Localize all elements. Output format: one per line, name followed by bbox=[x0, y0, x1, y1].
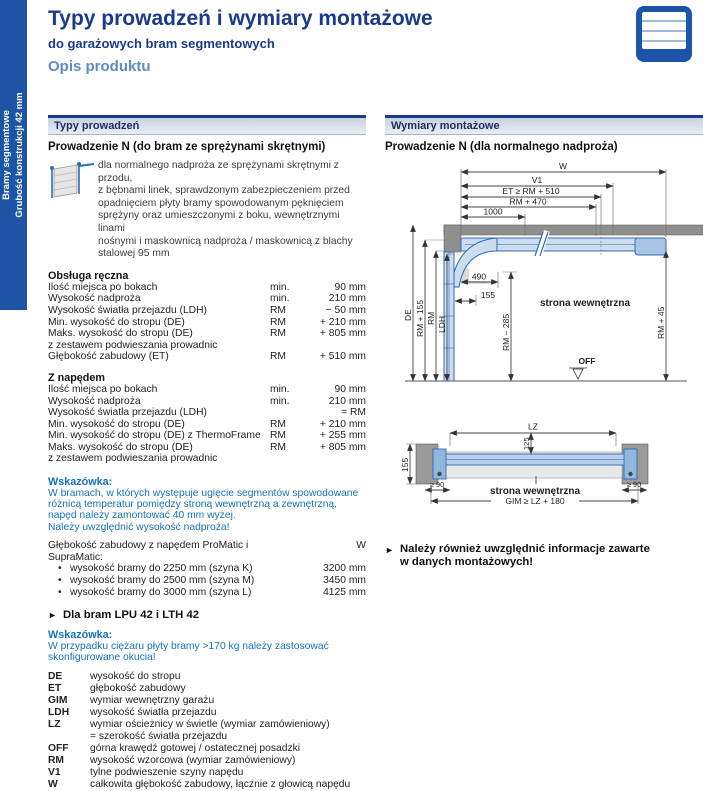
legend-row bbox=[48, 671, 366, 683]
legend-row bbox=[48, 779, 366, 791]
plan-view-diagram bbox=[385, 416, 703, 521]
dim-de: DE bbox=[403, 309, 413, 321]
row-ref: RM bbox=[270, 304, 287, 316]
row-ref: RM bbox=[270, 328, 287, 340]
legend-abbr: W bbox=[48, 779, 58, 791]
dim-90-right: ≥ 90 bbox=[626, 480, 642, 489]
bullet: • bbox=[58, 587, 62, 599]
depth-value: 3200 mm bbox=[323, 563, 366, 575]
row-value: 210 mm bbox=[328, 293, 366, 305]
intro-line: nośnymi i maskownicą nadproża / maskownicą z blachy bbox=[98, 235, 353, 247]
legend-desc: całkowita głębokość zabudowy, łącznie z głowicą napędu bbox=[90, 779, 351, 791]
dim-rm: RM bbox=[426, 311, 436, 325]
inside-label: strona wewnętrzna bbox=[539, 298, 631, 309]
table-row bbox=[48, 328, 366, 340]
triangle-bullet-icon: ► bbox=[385, 545, 394, 555]
table-row bbox=[48, 340, 366, 352]
row-ref: RM bbox=[270, 418, 287, 430]
row-ref: RM bbox=[270, 441, 287, 453]
off-datum-symbol bbox=[569, 356, 596, 379]
hint2-text bbox=[48, 641, 366, 663]
legend-abbr: ET bbox=[48, 683, 62, 695]
legend-desc: wysokość do stropu bbox=[90, 671, 181, 683]
legend-abbr: DE bbox=[48, 671, 63, 683]
legend-desc: górna krawędź gotowej / ostatecznej posadzki bbox=[90, 743, 301, 755]
hint2-title: Wskazówka: bbox=[48, 628, 113, 641]
depth-heading: Głębokość zabudowy z napędem ProMatic i SupraMatic: bbox=[48, 539, 249, 563]
row-label: Wysokość nadproża bbox=[48, 293, 141, 305]
section-header-mounting-dims: Wymiary montażowe bbox=[385, 115, 703, 135]
dim-rm285: RM − 285 bbox=[501, 313, 511, 351]
hint-line: W bramach, w których występuje ugięcie segmentów spowodowane bbox=[48, 488, 359, 500]
sectional-door-icon bbox=[636, 6, 692, 62]
sidebar-tab bbox=[0, 0, 27, 310]
legend-row bbox=[48, 719, 366, 743]
hint-line: napęd należy zamontować 40 mm wyżej. bbox=[48, 510, 236, 522]
legend-desc: tylne podwieszenie szyny napędu bbox=[90, 767, 244, 779]
row-ref bbox=[270, 453, 304, 465]
row-label: Głębokość zabudowy (ET) bbox=[48, 351, 169, 363]
door-assembly bbox=[433, 449, 637, 484]
row-ref: min. bbox=[270, 383, 290, 395]
triangle-bullet-icon: ► bbox=[48, 609, 57, 620]
mounting-data-footnote bbox=[385, 543, 703, 569]
row-label: Wysokość nadproża bbox=[48, 395, 141, 407]
intro-line: z bębnami linek, sprawdzonym zabezpieczeniem przed bbox=[98, 185, 350, 197]
legend-row bbox=[48, 755, 366, 767]
dim-gim: GIM ≥ LZ + 180 bbox=[505, 496, 565, 506]
legend-abbr: OFF bbox=[48, 743, 69, 755]
table-row bbox=[48, 305, 366, 317]
row-value bbox=[304, 340, 366, 352]
legend-abbr: LZ bbox=[48, 719, 61, 731]
table-row bbox=[48, 419, 366, 431]
dim-v1: V1 bbox=[531, 175, 543, 185]
legend-row bbox=[48, 695, 366, 707]
side-view-diagram bbox=[385, 159, 703, 402]
row-label: Min. wysokość do stropu (DE) z ThermoFrame bbox=[48, 430, 261, 442]
sidebar-line2: Grubość konstrukcji 42 mm bbox=[13, 92, 25, 218]
row-ref: min. bbox=[270, 281, 290, 293]
row-ref bbox=[270, 407, 304, 419]
row-label: Maks. wysokość do stropu (DE) bbox=[48, 441, 193, 453]
footnote-line: w danych montażowych! bbox=[400, 556, 534, 568]
off-label: OFF bbox=[578, 356, 596, 366]
row-label: Min. wysokość do stropu (DE) bbox=[48, 418, 185, 430]
row-value: + 210 mm bbox=[319, 418, 366, 430]
row-label: Ilość miejsca po bokach bbox=[48, 281, 158, 293]
section-header-track-types: Typy prowadzeń bbox=[48, 115, 366, 135]
hint-line: Należy uwzględnić wysokość nadproża! bbox=[48, 521, 230, 533]
left-column bbox=[48, 115, 366, 791]
depth-row bbox=[48, 563, 366, 575]
table-row bbox=[48, 293, 366, 305]
table-row bbox=[48, 317, 366, 329]
depth-label: wysokość bramy do 2500 mm (szyna M) bbox=[70, 575, 255, 587]
dim-125: 125 bbox=[522, 437, 531, 450]
row-value: + 510 mm bbox=[319, 351, 366, 363]
table-row bbox=[48, 442, 366, 454]
dim-155-plan: 155 bbox=[400, 457, 410, 472]
depth-value: 4125 mm bbox=[323, 587, 366, 599]
sidebar-line1: Bramy segmentowe bbox=[1, 110, 13, 200]
intro-line: dla normalnego nadproża ze sprężynami skrętnymi z przodu, bbox=[98, 160, 339, 184]
legend-desc2: = szerokość światła przejazdu bbox=[90, 731, 228, 743]
legend-desc: głębokość zabudowy bbox=[90, 683, 186, 695]
intro-line: opadnięciem płyty bramy spowodowanym pęknięciem bbox=[98, 197, 344, 209]
inside-label-plan: strona wewnętrzna bbox=[489, 486, 581, 497]
for-doors-note bbox=[48, 609, 366, 621]
legend-desc: wymiar ościeżnicy w świetle (wymiar zamówieniowy) bbox=[90, 719, 330, 731]
legend-abbr: V1 bbox=[48, 767, 61, 779]
row-ref bbox=[270, 340, 304, 352]
footnote-lines bbox=[400, 543, 703, 569]
legend-desc: wysokość światła przejazdu bbox=[90, 707, 217, 719]
manual-operation-title: Obsługa ręczna bbox=[48, 269, 129, 282]
footnote-line: Należy również uwzględnić informacje zawarte bbox=[400, 543, 650, 555]
row-label: Maks. wysokość do stropu (DE) bbox=[48, 328, 193, 340]
table-row bbox=[48, 430, 366, 442]
hint-line: skonfigurowane okucia! bbox=[48, 652, 156, 664]
legend-desc: wysokość wzorcowa (wymiar zamówieniowy) bbox=[90, 755, 296, 767]
table-row bbox=[48, 407, 366, 419]
dim-155: 155 bbox=[480, 290, 496, 300]
row-ref: min. bbox=[270, 395, 290, 407]
legend-row bbox=[48, 743, 366, 755]
row-value bbox=[304, 453, 366, 465]
legend-abbr: GIM bbox=[48, 695, 68, 707]
dim-490: 490 bbox=[471, 271, 487, 282]
legend-row bbox=[48, 707, 366, 719]
curved-track-and-door bbox=[444, 238, 497, 381]
dim-1000: 1000 bbox=[483, 206, 503, 217]
dim-w: W bbox=[558, 161, 568, 171]
legend-abbr: RM bbox=[48, 755, 65, 767]
product-section-label: Opis produktu bbox=[48, 58, 151, 75]
row-ref: RM bbox=[270, 430, 287, 442]
right-dimension bbox=[656, 251, 666, 381]
row-value: + 210 mm bbox=[319, 316, 366, 328]
depth-row bbox=[48, 575, 366, 587]
dim-rm155: RM + 155 bbox=[415, 299, 425, 337]
legend-row bbox=[48, 767, 366, 779]
row-value: − 50 mm bbox=[325, 304, 366, 316]
page-subtitle: do garażowych bram segmentowych bbox=[48, 36, 275, 51]
abbreviation-legend bbox=[48, 671, 366, 791]
row-value: + 805 mm bbox=[319, 328, 366, 340]
manual-operation-table bbox=[48, 282, 366, 363]
row-value: + 255 mm bbox=[319, 430, 366, 442]
table-row bbox=[48, 282, 366, 294]
door-icon-pane bbox=[642, 12, 686, 49]
intro-line: sprężyny oraz umieszczonymi z boku, wewnętrznymi linami bbox=[98, 210, 340, 234]
dim-et: ET ≥ RM + 510 bbox=[502, 186, 560, 196]
row-ref: RM bbox=[270, 316, 287, 328]
depth-value: 3450 mm bbox=[323, 575, 366, 587]
table-row bbox=[48, 396, 366, 408]
row-value: + 805 mm bbox=[319, 441, 366, 453]
sidebar-tab-text bbox=[0, 0, 27, 310]
row-ref: min. bbox=[270, 293, 290, 305]
row-ref: RM bbox=[270, 351, 287, 363]
intro-paragraph bbox=[98, 160, 366, 261]
intro-line: stalowej 95 mm bbox=[98, 248, 170, 260]
row-value: 210 mm bbox=[328, 395, 366, 407]
dim-90-left: ≥ 90 bbox=[429, 480, 445, 489]
right-column bbox=[385, 115, 703, 569]
row-value: = RM bbox=[341, 407, 366, 419]
legend-desc: wymiar wewnętrzny garażu bbox=[90, 695, 215, 707]
depth-heading-value: W bbox=[356, 539, 366, 551]
dim-ldh: LDH bbox=[437, 315, 447, 333]
row-label: Wysokość światła przejazdu (LDH) bbox=[48, 304, 207, 316]
mounting-heading: Prowadzenie N (dla normalnego nadproża) bbox=[385, 141, 618, 153]
hint-line: W przypadku ciężaru płyty bramy >170 kg należy zastosować bbox=[48, 640, 329, 652]
row-label: Wysokość światła przejazdu (LDH) bbox=[48, 407, 207, 419]
legend-row bbox=[48, 683, 366, 695]
mini-door-icon bbox=[48, 160, 98, 261]
powered-operation-table bbox=[48, 384, 366, 465]
legend-abbr: LDH bbox=[48, 707, 70, 719]
intro-block bbox=[48, 160, 366, 261]
depth-rows bbox=[48, 563, 366, 598]
dim-lz: LZ bbox=[528, 421, 538, 432]
row-label: Ilość miejsca po bokach bbox=[48, 383, 158, 395]
inner-dimensions bbox=[455, 271, 517, 381]
row-value: 90 mm bbox=[334, 383, 366, 395]
row-label: Min. wysokość do stropu (DE) bbox=[48, 316, 185, 328]
depth-label: wysokość bramy do 2250 mm (szyna K) bbox=[70, 563, 253, 575]
row-label: z zestawem podwieszania prowadnic bbox=[48, 339, 218, 351]
depth-row bbox=[48, 587, 366, 599]
bullet: • bbox=[58, 575, 62, 587]
hint1-title: Wskazówka: bbox=[48, 476, 113, 489]
table-row bbox=[48, 351, 366, 363]
depth-label: wysokość bramy do 3000 mm (szyna L) bbox=[70, 587, 252, 599]
for-doors-text: Dla bram LPU 42 i LTH 42 bbox=[63, 608, 200, 621]
depth-block bbox=[48, 540, 366, 599]
hint-line: różnicą temperatur pomiędzy stroną wewnętrzną a zewnętrzną, bbox=[48, 499, 338, 511]
table-row bbox=[48, 453, 366, 465]
row-value: 90 mm bbox=[334, 281, 366, 293]
track-type-heading: Prowadzenie N (do bram ze sprężynami skrętnymi) bbox=[48, 141, 326, 153]
powered-operation-title: Z napędem bbox=[48, 371, 105, 384]
row-label: z zestawem podwieszania prowadnic bbox=[48, 453, 218, 465]
table-row bbox=[48, 384, 366, 396]
bullet: • bbox=[58, 563, 62, 575]
depth-heading-row bbox=[48, 540, 366, 564]
dim-rm45: RM + 45 bbox=[656, 306, 666, 339]
hint1-text bbox=[48, 488, 366, 533]
page-title: Typy prowadzeń i wymiary montażowe bbox=[48, 7, 433, 30]
dim-rm470: RM + 470 bbox=[509, 196, 547, 207]
